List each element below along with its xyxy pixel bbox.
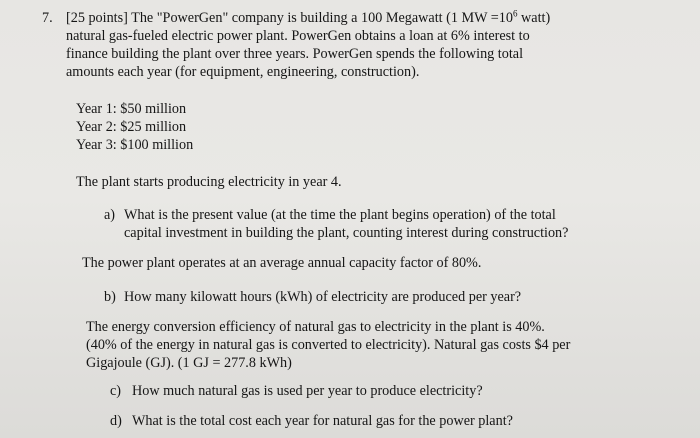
part-a-label: a) [104,207,116,223]
intro-line-1-text: [25 points] The "PowerGen" company is building a 100 Megawatt (1 MW =10 [66,10,513,26]
year-2: Year 2: $25 million [76,119,187,135]
capacity-factor: The power plant operates at an average annual capacity factor of 80%. [82,255,482,271]
part-c-label: c) [110,383,122,399]
part-d-label: d) [110,413,122,429]
efficiency-line-3: Gigajoule (GJ). (1 GJ = 277.8 kWh) [86,355,292,371]
efficiency-line-2: (40% of the energy in natural gas is converted to electricity). Natural gas costs $4 per [86,337,571,353]
efficiency-line-1: The energy conversion efficiency of natural gas to electricity in the plant is 40%. [86,319,545,335]
intro-line-4: amounts each year (for equipment, engineering, construction). [66,64,420,80]
intro-line-1-tail: watt) [517,10,551,26]
part-b-line-1: How many kilowatt hours (kWh) of electricity are produced per year? [124,289,522,305]
intro-line-2: natural gas-fueled electric power plant. PowerGen obtains a loan at 6% interest to [66,28,530,44]
part-d-line-1: What is the total cost each year for natural gas for the power plant? [132,413,513,429]
intro-exponent: 6 [512,8,518,19]
year-1: Year 1: $50 million [76,101,187,117]
intro-line-3: finance building the plant over three years. PowerGen spends the following total [66,46,524,62]
part-a-line-2: capital investment in building the plant, counting interest during construction? [124,225,569,241]
part-c-line-1: How much natural gas is used per year to produce electricity? [132,383,483,399]
problem-number: 7. [42,10,53,26]
year-3: Year 3: $100 million [76,137,194,153]
intro-line-1 [66,9,550,27]
part-a-line-1: What is the present value (at the time the plant begins operation) of the total [124,207,556,223]
part-b-label: b) [104,289,116,305]
production-start: The plant starts producing electricity in year 4. [76,174,342,190]
